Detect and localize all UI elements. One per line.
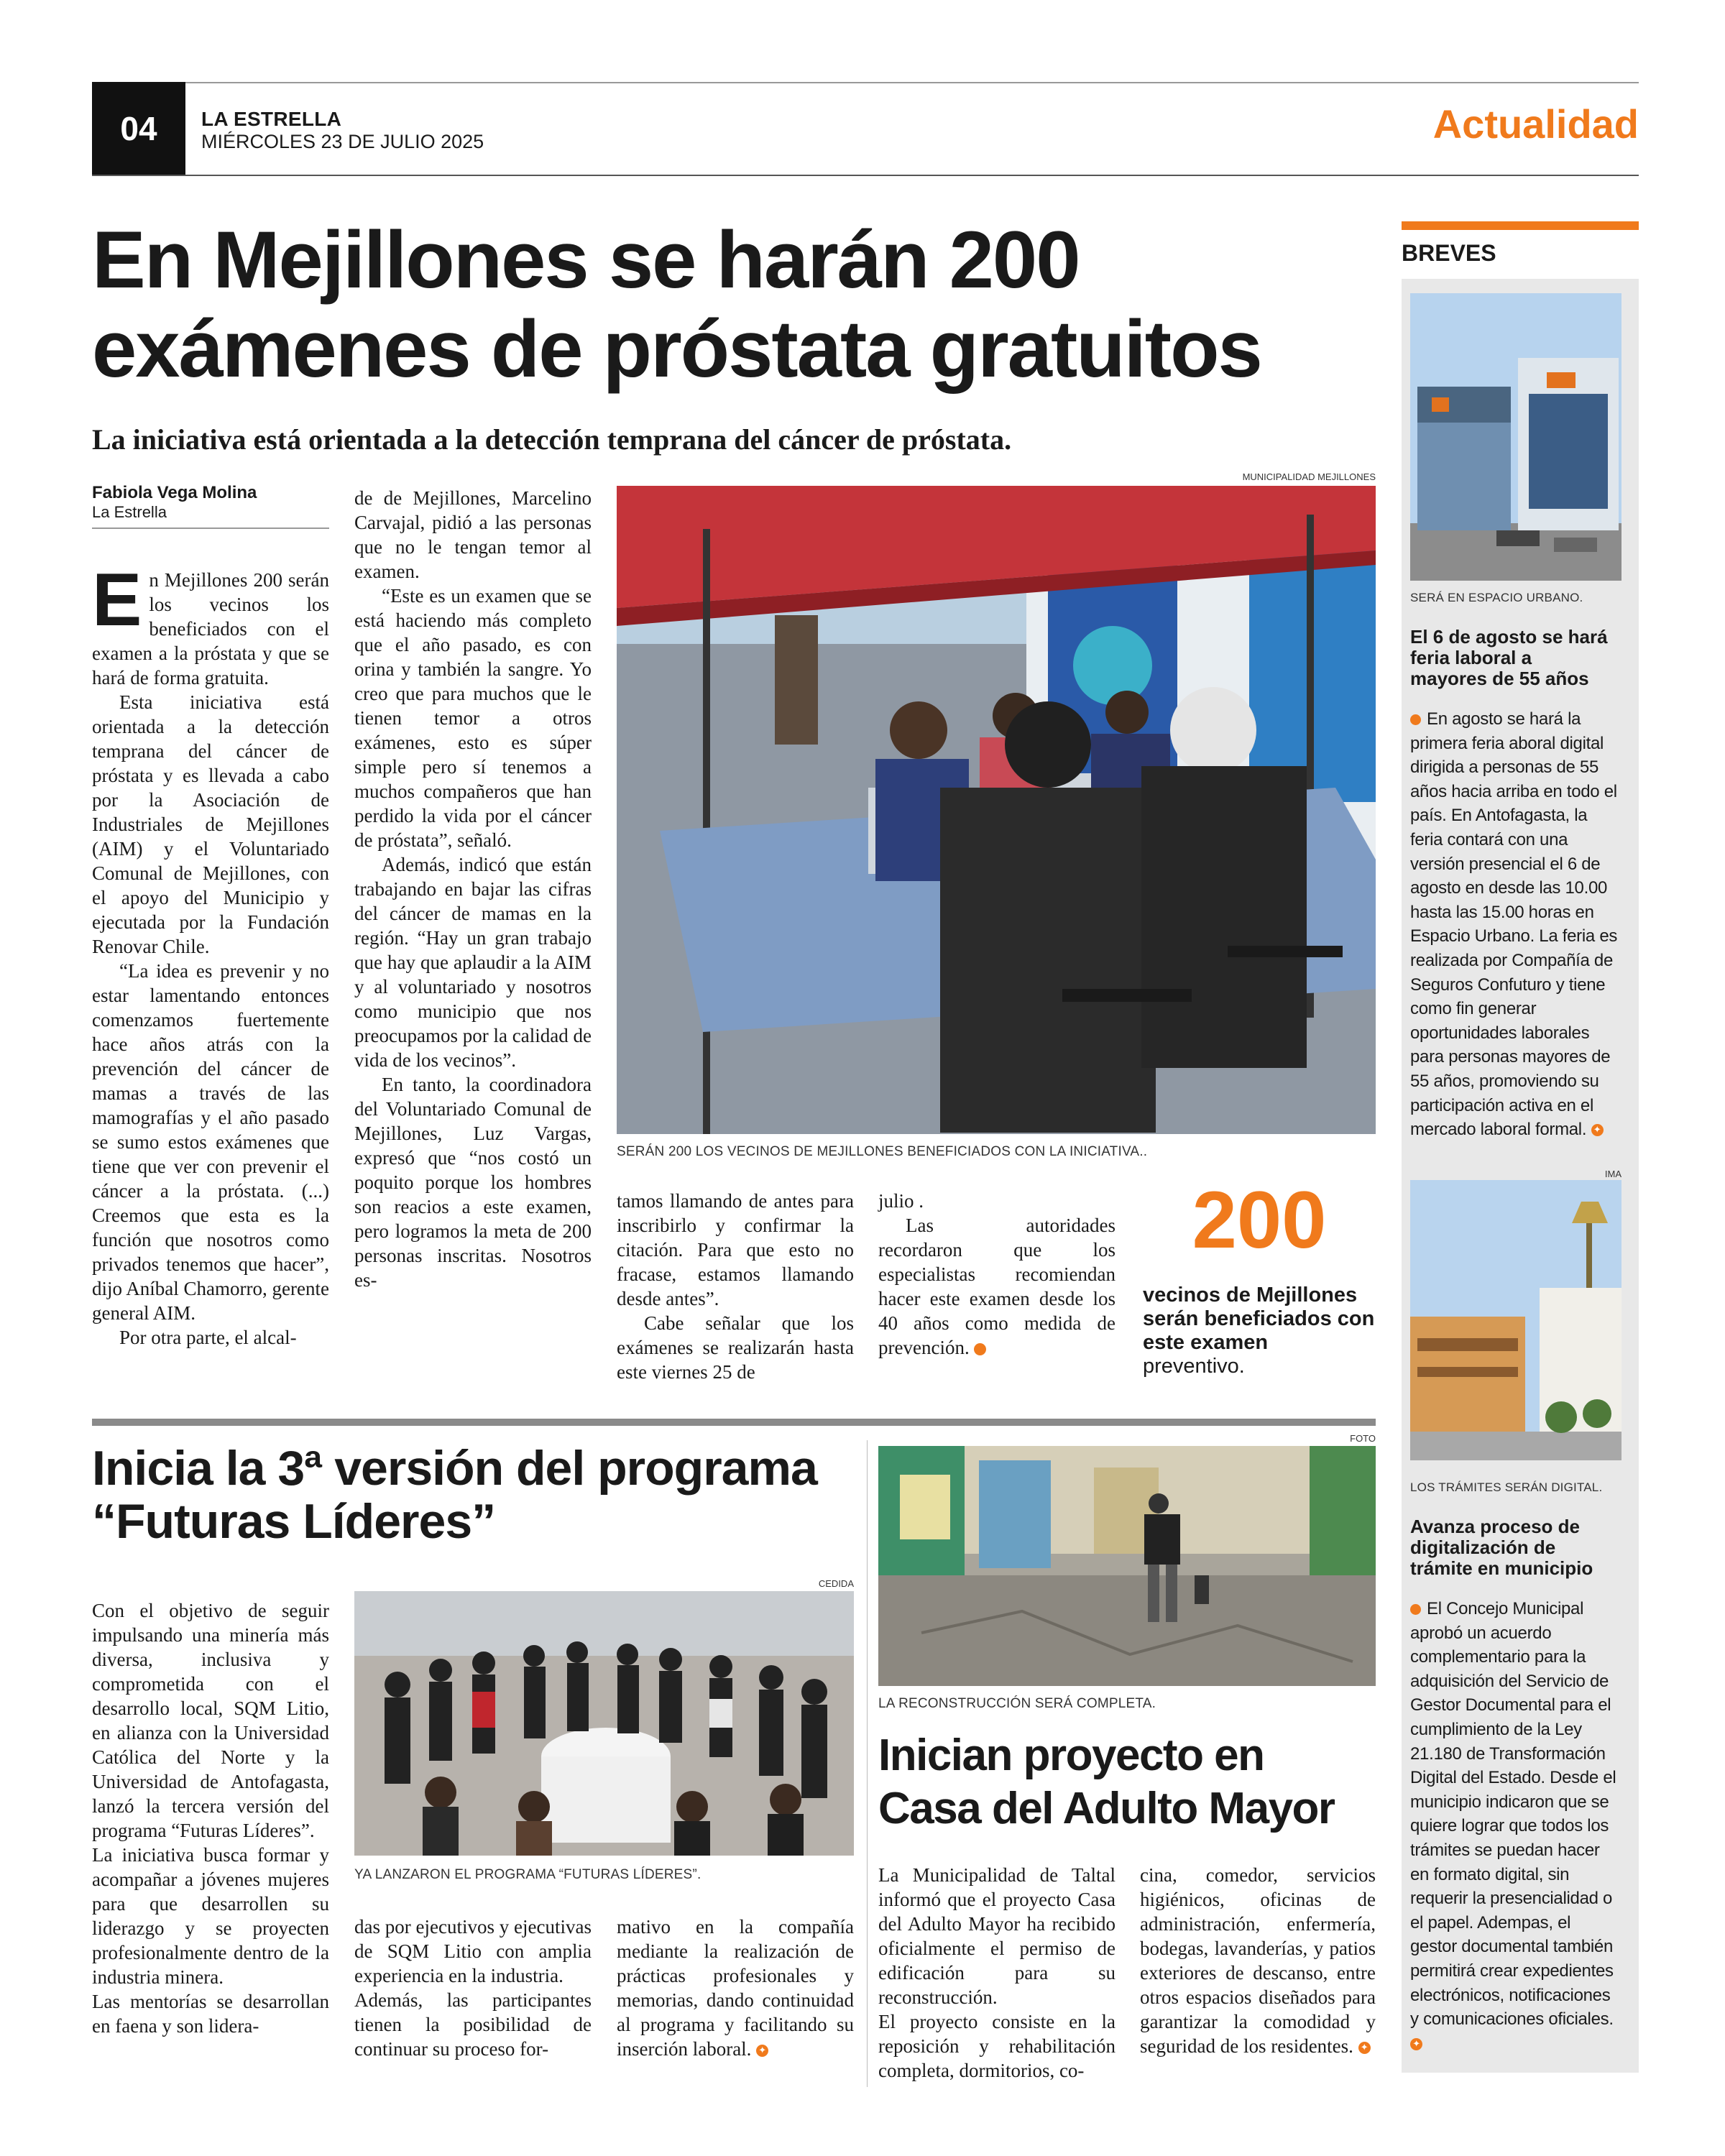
paragraph	[1140, 1863, 1376, 2058]
column-divider	[867, 1440, 868, 2087]
futuras-photo-credit: CEDIDA	[818, 1578, 854, 1589]
paragraph-text: Las autoridades recordaron que los especialistas recomiendan hacer este examen desde los 40 años como medida de prevención.	[878, 1215, 1116, 1358]
paragraph: tamos llamando de antes para inscribirlo y confirmar la citación. Para que esto no fracase, estamos llamando desde antes”.	[617, 1190, 854, 1309]
futuras-col3	[617, 1915, 854, 2061]
breve2-photo	[1410, 1180, 1622, 1460]
paragraph: Las mentorías se desarrollan en faena y son lidera-	[92, 1991, 329, 2037]
end-mark-icon: ✦	[1358, 2042, 1371, 2054]
stat-description	[1143, 1284, 1376, 1378]
main-article-col3	[617, 1189, 854, 1384]
main-subtitle: La iniciativa está orientada a la detección temprana del cáncer de próstata.	[92, 423, 1012, 456]
adulto-photo-caption: LA RECONSTRUCCIÓN SERÁ COMPLETA.	[878, 1696, 1156, 1711]
bullet-icon	[1410, 1604, 1421, 1615]
breve2-photo-credit: IMA	[1604, 1169, 1622, 1179]
end-mark-icon: ✦	[1591, 1124, 1604, 1136]
paragraph: El proyecto consiste en la reposición y rehabilitación completa, dormitorios, co-	[878, 2011, 1116, 2081]
adulto-photo-credit: FOTO	[1350, 1433, 1376, 1444]
paragraph: “Este es un examen que se está haciendo más completo que el año pasado, es con orina y también la sangre. Yo creo que para muchos que le tienen temor a otros exámenes, esto es súper simple pero sí tenemos a muchos compañeros que han perdido la vida por el cáncer de próstata”, señaló.	[354, 585, 592, 851]
paragraph: das por ejecutivos y ejecutivas de SQM Litio con amplia experiencia en la industria.	[354, 1916, 592, 1986]
end-mark-icon: ✦	[974, 1343, 986, 1355]
author-org: La Estrella	[92, 503, 167, 521]
breve2-title: Avanza proceso de digitalización de trámite en municipio	[1410, 1516, 1593, 1579]
main-article-col4	[878, 1189, 1116, 1360]
paragraph	[617, 1915, 854, 2061]
paragraph: “La idea es prevenir y no estar lamentando entonces comenzamos fuertemente hace años atrás con la prevención del cáncer de mamas a través de las mamografías y el año pasado se sumo estos exámenes que tiene que ver con prevenir el cáncer a la próstata. (...) Creemos que esta es la función que nosotros como privados tenemos que hacer”, dijo Aníbal Chamorro, gerente general AIM.	[92, 960, 329, 1324]
paragraph: Con el objetivo de seguir impulsando una minería más diversa, inclusiva y comprometida con el desarrollo local, SQM Litio, en alianza con la Universidad Católica del Norte y la Universidad de Antofagasta, lanzó la tercera versión del programa “Futuras Líderes”.	[92, 1600, 329, 1841]
adulto-col2	[1140, 1863, 1376, 2058]
futuras-photo	[354, 1591, 854, 1856]
futuras-col2	[354, 1915, 592, 2061]
breve2-text	[1410, 1597, 1622, 2055]
main-photo-caption: SERÁN 200 LOS VECINOS DE MEJILLONES BENEFICIADOS CON LA INICIATIVA..	[617, 1144, 1148, 1159]
main-headline-line2: exámenes de próstata gratuitos	[92, 304, 1261, 394]
header-rule-bottom	[92, 175, 1639, 176]
section-divider	[92, 1419, 1376, 1426]
main-headline	[92, 216, 1386, 394]
prostate-screening-tent-photo	[617, 486, 1376, 1134]
main-headline-line1: En Mejillones se harán 200	[92, 215, 1080, 305]
paragraph: Además, indicó que están trabajando en bajar las cifras del cáncer de mamas en la región. “Hay un gran trabajo que hay que aplaudir a la AIM y al voluntariado y nosotros como municipio que nos preocupamos por la calidad de vida de los vecinos”.	[354, 854, 592, 1071]
paragraph-text: cina, comedor, servicios higiénicos, oficinas de administración, enfermería, bodegas, lavanderías, y patios exteriores de descanso, entre otros espacios diseñados para garantizar la comodidad y seguridad de los residentes.	[1140, 1864, 1376, 2057]
breves-heading: BREVES	[1402, 240, 1496, 266]
futuras-headline	[92, 1442, 875, 1548]
paragraph	[878, 1213, 1116, 1360]
paragraph: Cabe señalar que los exámenes se realizarán hasta este viernes 25 de	[617, 1312, 854, 1383]
adulto-photo	[878, 1446, 1376, 1686]
futuras-lideres-group-photo	[354, 1591, 854, 1856]
newspaper-name: LA ESTRELLA	[201, 108, 342, 130]
end-mark-icon: ✦	[1410, 2038, 1422, 2050]
futuras-col1	[92, 1598, 329, 2038]
issue-date: MIÉRCOLES 23 DE JULIO 2025	[201, 131, 484, 152]
futuras-headline-line1: Inicia la 3ª versión del programa	[92, 1441, 817, 1496]
futuras-headline-line2: “Futuras Líderes”	[92, 1494, 496, 1549]
futuras-photo-caption: YA LANZARON EL PROGRAMA “FUTURAS LÍDERES”.	[354, 1867, 702, 1882]
end-mark-icon: ✦	[756, 2045, 768, 2057]
breve1-body: En agosto se hará la primera feria aboral digital dirigida a personas de 55 años hacia arriba en todo el país. En Antofagasta, la feria contará con una versión presencial el 6 de agosto en desde las 10.00 hasta las 15.00 horas en Espacio Urbano. La feria es realizada por Compañía de Seguros Confuturo y tiene como fin generar oportunidades laborales para personas mayores de 55 años, promoviendo su participación activa en el mercado laboral formal.	[1410, 709, 1618, 1140]
espacio-urbano-mall-photo	[1410, 293, 1622, 581]
paragraph: de de Mejillones, Marcelino Carvajal, pidió a las personas que no le tengan temor al examen.	[354, 487, 592, 582]
municipio-building-photo	[1410, 1180, 1622, 1460]
stat-rest-text: preventivo.	[1143, 1355, 1245, 1378]
paragraph: La Municipalidad de Taltal informó que el proyecto Casa del Adulto Mayor ha recibido oficialmente el permiso de edificación para su reconstrucción.	[878, 1864, 1116, 2008]
adulto-headline	[878, 1729, 1376, 1835]
main-article-col2	[354, 486, 592, 1292]
breves-top-rule	[1402, 221, 1639, 230]
paragraph: Por otra parte, el alcal-	[119, 1327, 297, 1348]
main-article-col1	[92, 558, 329, 1350]
paragraph: La iniciativa busca formar y acompañar a jóvenes mujeres para que desarrollen su liderazgo y se proyecten profesionalmente dentro de la industria minera.	[92, 1844, 329, 1988]
adulto-col1	[878, 1863, 1116, 2083]
page-number: 04	[120, 110, 157, 147]
breve2-body: El Concejo Municipal aprobó un acuerdo complementario para la adquisición del Servicio de Gestor Documental para el cumplimiento de la Ley 21.180 de Transformación Digital del Estado. Desde el municipio indicaron que se quiere lograr que todos los trámites se puedan hacer en formato digital, sin requerir la presencialidad o el papel. Adempas, el gestor documental también permitirá crear expedientes electrónicos, notificaciones y comunicaciones oficiales.	[1410, 1599, 1616, 2030]
paragraph: julio .	[878, 1190, 924, 1212]
breve2-photo-caption: LOS TRÁMITES SERÁN DIGITAL.	[1410, 1480, 1603, 1494]
main-photo-credit: MUNICIPALIDAD MEJILLONES	[1242, 471, 1376, 482]
adulto-headline-line1: Inician proyecto en	[878, 1731, 1264, 1780]
main-photo	[617, 486, 1376, 1134]
casa-adulto-mayor-interior-photo	[878, 1446, 1376, 1686]
bullet-icon	[1410, 714, 1421, 725]
paragraph-text: mativo en la compañía mediante la realización de prácticas profesionales y memorias, dando continuidad al programa y facilitando su inserción laboral.	[617, 1916, 854, 2060]
stat-bold-text: vecinos de Mejillones serán beneficiados con este examen	[1143, 1284, 1375, 1354]
breve1-photo	[1410, 293, 1622, 581]
stat-number: 200	[1192, 1175, 1327, 1265]
dropcap-letter: E	[92, 558, 142, 642]
breve1-text	[1410, 707, 1622, 1142]
paragraph: En tanto, la coordinadora del Voluntariado Comunal de Mejillones, Luz Vargas, expresó que “nos costó un poquito porque los hombres son reacios a este examen, pero logramos la meta de 200 personas inscritas. Nosotros es-	[354, 1074, 592, 1291]
byline-rule	[92, 528, 329, 529]
breve1-photo-caption: SERÁ EN ESPACIO URBANO.	[1410, 591, 1583, 604]
page-number-box	[92, 82, 185, 175]
paragraph: Esta iniciativa está orientada a la detección temprana del cáncer de próstata y es llevada a cabo por la Asociación de Industriales de Mejillones (AIM) y el Voluntariado Comunal de Mejillones, con el apoyo del Municipio y ejecutada por la Fundación Renovar Chile.	[92, 691, 329, 957]
breve1-title: El 6 de agosto se hará feria laboral a mayores de 55 años	[1410, 626, 1608, 689]
author-name: Fabiola Vega Molina	[92, 483, 257, 502]
paragraph: n Mejillones 200 serán los vecinos los beneficiados con el examen a la próstata y que se hará de forma gratuita.	[92, 569, 329, 688]
header-rule-top	[92, 82, 1639, 83]
section-name: Actualidad	[1432, 101, 1639, 147]
byline	[92, 483, 329, 529]
paragraph: Además, las participantes tienen la posibilidad de continuar su proceso for-	[354, 1989, 592, 2060]
adulto-headline-line2: Casa del Adulto Mayor	[878, 1784, 1335, 1833]
